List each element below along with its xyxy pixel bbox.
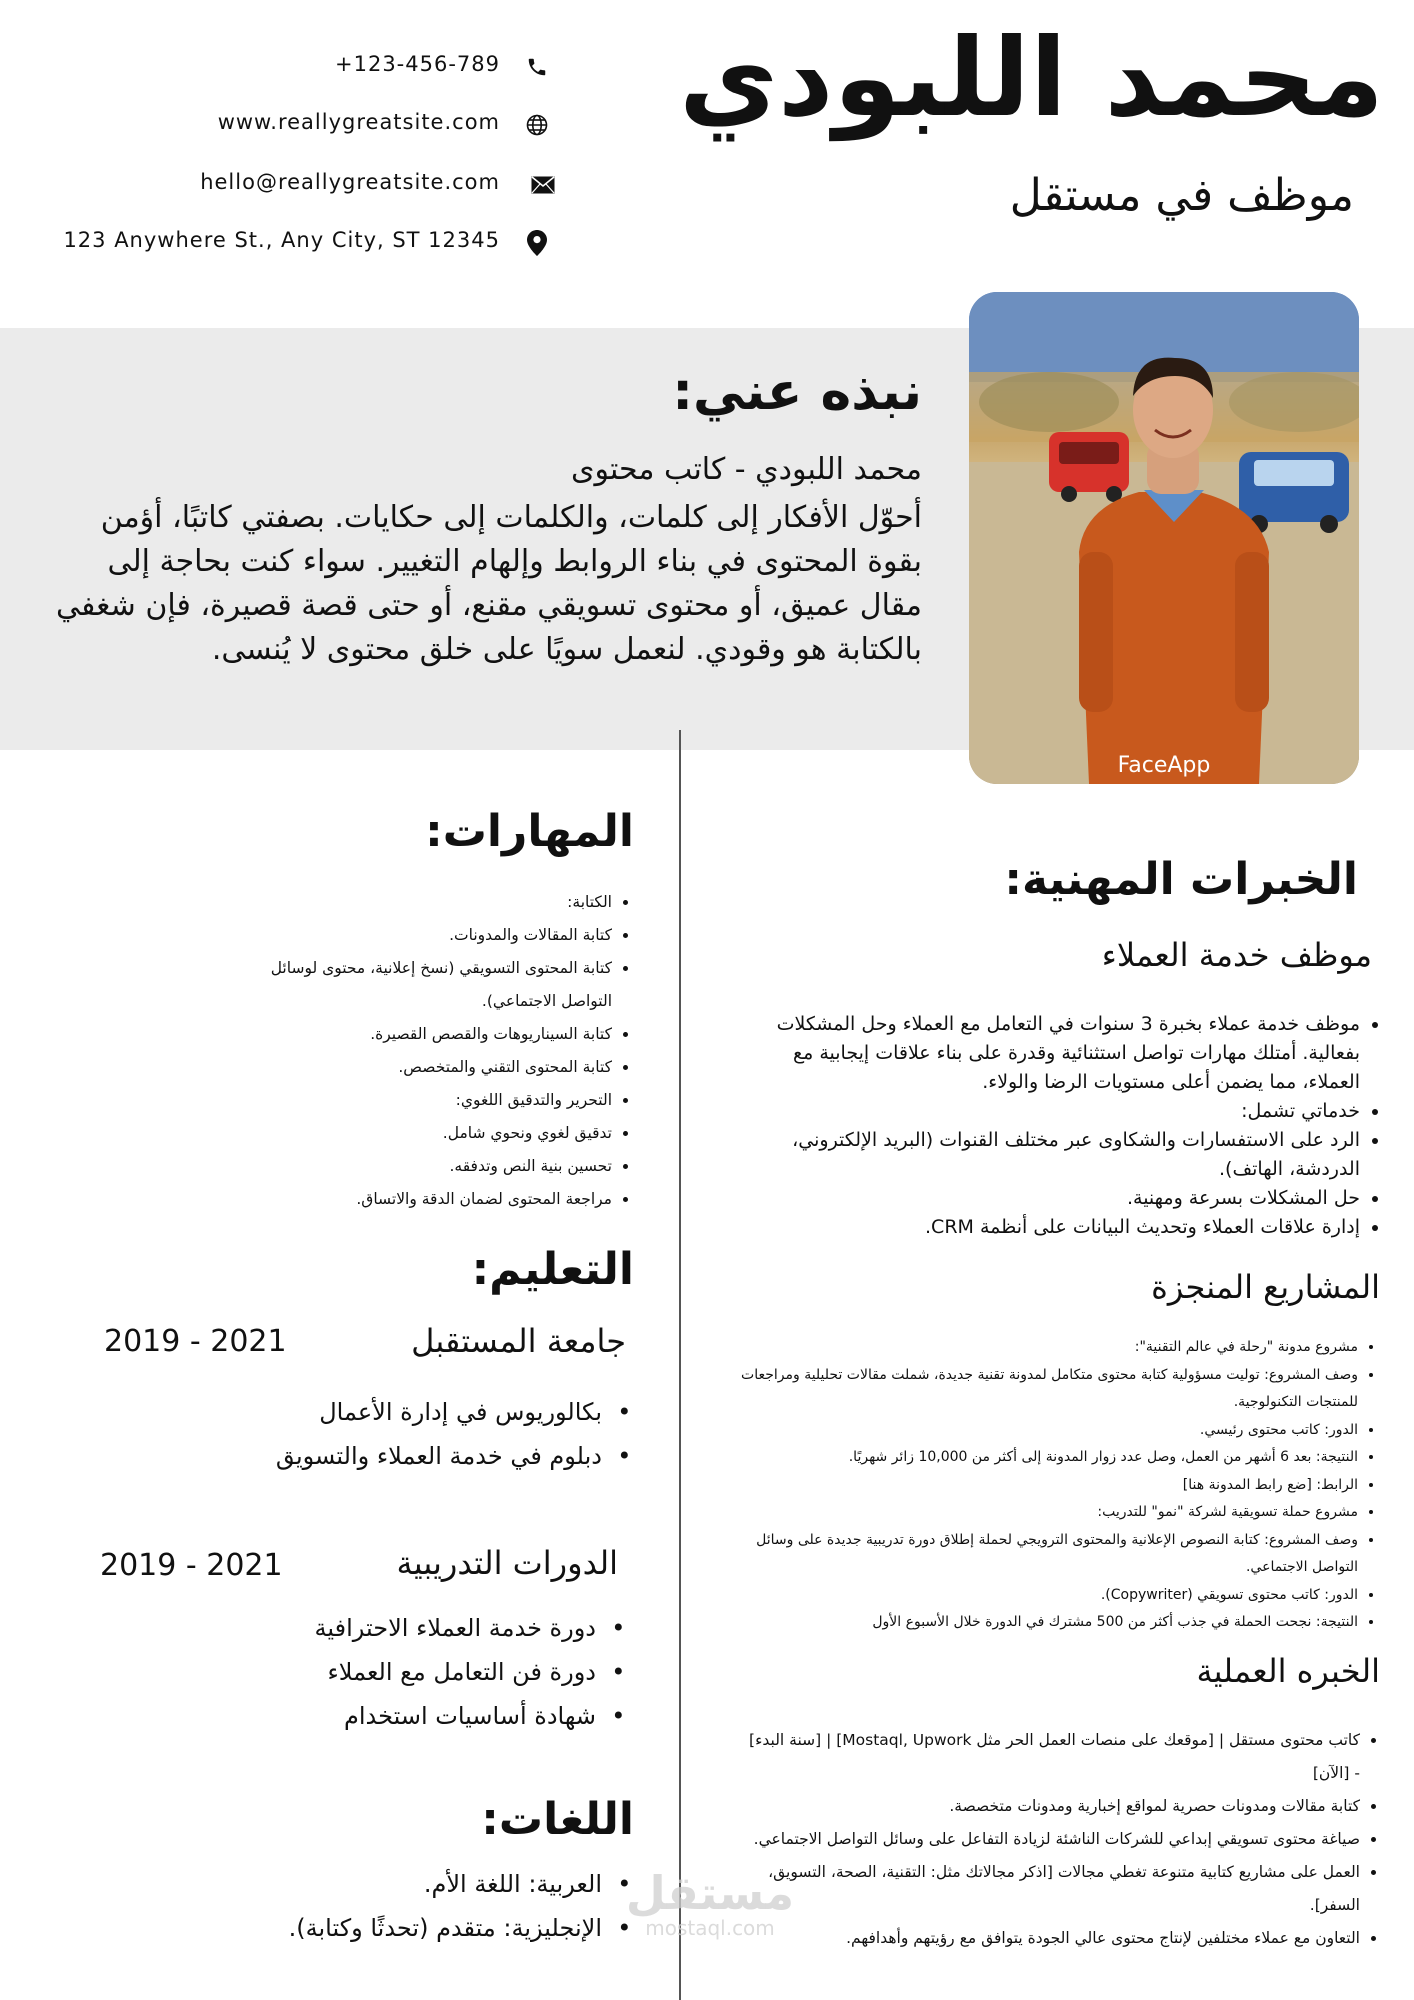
skill-item: • الكتابة: [252,886,612,919]
about-subtitle: محمد اللبودي - كاتب محتوى [571,452,922,487]
experience-item: • خدماتي تشمل: [750,1097,1360,1126]
project-item: • مشروع حملة تسويقية لشركة "نمو" للتدريب: [718,1499,1358,1527]
language-item: • العربية: اللغة الأم. [42,1862,602,1906]
phone-text: +123-456-789 [335,52,500,76]
address-text: 123 Anywhere St., Any City, ST 12345 [63,228,500,252]
skill-item: • التحرير والتدقيق اللغوي: [252,1084,612,1117]
email-text: hello@reallygreatsite.com [200,170,500,194]
work-heading: الخبره العملية [1196,1652,1380,1690]
experience-list [750,1010,1382,1242]
location-pin-icon [522,228,552,258]
education-heading: التعليم: [471,1244,634,1295]
contact-phone-row [0,52,552,84]
project-item: • وصف المشروع: كتابة النصوص الإعلانية والمحتوى الترويجي لحملة إطلاق دورة تدريبية جديدة على وسائل التواصل الاجتماعي. [718,1527,1358,1582]
work-item: • كاتب محتوى مستقل | [موقعك على منصات العمل الحر مثل Mostaql, Upwork] | [سنة البدء] - [الآن] [740,1724,1360,1790]
skill-item: • مراجعة المحتوى لضمان الدقة والاتساق. [252,1183,612,1216]
profile-photo-illustration [969,292,1359,784]
education-item: • بكالوريوس في إدارة الأعمال [42,1390,602,1434]
language-item: • الإنجليزية: متقدم (تحدثًا وكتابة). [42,1906,602,1950]
experience-item: • الرد على الاستفسارات والشكاوى عبر مختلف القنوات (البريد الإلكتروني، الدردشة، الهاتف). [750,1126,1360,1184]
languages-heading: اللغات: [481,1794,634,1845]
experience-item: • حل المشكلات بسرعة ومهنية. [750,1184,1360,1213]
watermark-latin: mostaql.com [645,1916,775,1940]
project-item: • الرابط: [ضع رابط المدونة هنا] [718,1472,1358,1500]
job-title: موظف في مستقل [1009,170,1354,221]
skill-item: • تحسين بنية النص وتدفقه. [252,1150,612,1183]
project-item: • النتيجة: نجحت الحملة في جذب أكثر من 500 مشترك في الدورة خلال الأسبوع الأول [718,1609,1358,1637]
project-item: • النتيجة: بعد 6 أشهر من العمل، وصل عدد زوار المدونة إلى أكثر من 10,000 زائر شهريًا. [718,1444,1358,1472]
contact-website-row [0,110,552,142]
courses-years: 2019 - 2021 [100,1548,283,1583]
project-item: • مشروع مدونة "رحلة في عالم التقنية": [718,1334,1358,1362]
languages-list [42,1862,624,1950]
projects-heading: المشاريع المنجزة [1151,1268,1380,1306]
skill-item: • كتابة المقالات والمدونات. [252,919,612,952]
website-text: www.reallygreatsite.com [217,110,500,134]
mostaql-watermark [620,1866,800,1940]
course-item: • دورة فن التعامل مع العملاء [36,1650,596,1694]
education-years: 2019 - 2021 [104,1324,287,1359]
project-item: • الدور: كاتب محتوى تسويقي (Copywriter). [718,1582,1358,1610]
person-name: محمد اللبودي [679,16,1384,141]
projects-list [718,1334,1380,1637]
work-list [740,1724,1382,1955]
contact-address-row [0,228,552,260]
skills-list [252,886,634,1216]
project-item: • وصف المشروع: توليت مسؤولية كتابة محتوى متكامل لمدونة تقنية جديدة، شملت مقالات تحليلية ومراجعات للمنتجات التكنولوجية. [718,1362,1358,1417]
about-text: أحوّل الأفكار إلى كلمات، والكلمات إلى حكايات. بصفتي كاتبًا، أؤمن بقوة المحتوى في بناء الروابط وإلهام التغيير. سواء كنت بحاجة إلى مقال عميق، أو محتوى تسويقي مقنع، أو حتى قصة قصيرة، فإن شغفي بالكتابة هو وقودي. لنعمل سويًا على خلق محتوى لا يُنسى. [56,500,922,667]
globe-icon [522,110,552,140]
education-item: • دبلوم في خدمة العملاء والتسويق [42,1434,602,1478]
work-item: • صياغة محتوى تسويقي إبداعي للشركات الناشئة لزيادة التفاعل على وسائل التواصل الاجتماعي. [740,1823,1360,1856]
skill-item: • تدقيق لغوي ونحوي شامل. [252,1117,612,1150]
experience-heading: الخبرات المهنية: [1004,854,1358,905]
mail-icon [528,170,558,200]
skill-item: • كتابة السيناريوهات والقصص القصيرة. [252,1018,612,1051]
course-item: • شهادة أساسيات استخدام [36,1694,596,1738]
experience-item: • إدارة علاقات العملاء وتحديث البيانات على أنظمة CRM. [750,1213,1360,1242]
skill-item: • كتابة المحتوى التسويقي (نسخ إعلانية، محتوى لوسائل التواصل الاجتماعي). [252,952,612,1018]
course-item: • دورة خدمة العملاء الاحترافية [36,1606,596,1650]
education-list [42,1390,624,1478]
phone-icon [522,52,552,82]
faceapp-watermark: FaceApp [1117,753,1211,778]
work-item: • العمل على مشاريع كتابية متنوعة تغطي مجالات [اذكر مجالاتك مثل: التقنية، الصحة، التسويق، السفر]. [740,1856,1360,1922]
work-item: • كتابة مقالات ومدونات حصرية لمواقع إخبارية ومدونات متخصصة. [740,1790,1360,1823]
column-divider [679,730,681,2000]
project-item: • الدور: كاتب محتوى رئيسي. [718,1417,1358,1445]
education-university: جامعة المستقبل [411,1322,626,1360]
work-item: • التعاون مع عملاء مختلفين لإنتاج محتوى عالي الجودة يتوافق مع رؤيتهم وأهدافهم. [740,1922,1360,1955]
experience-item: • موظف خدمة عملاء بخبرة 3 سنوات في التعامل مع العملاء وحل المشكلات بفعالية. أمتلك مهارات تواصل استثنائية وقدرة على بناء علاقات إيجابية مع العملاء، مما يضمن أعلى مستويات الرضا والولاء. [750,1010,1360,1097]
about-heading: نبذه عني: [672,362,922,422]
watermark-arabic: مستقل [625,1866,795,1920]
courses-heading: الدورات التدريبية [396,1544,618,1582]
courses-list [36,1606,618,1738]
profile-photo [969,292,1359,784]
contact-email-row [0,170,558,202]
experience-role: موظف خدمة العملاء [1101,936,1372,974]
skill-item: • كتابة المحتوى التقني والمتخصص. [252,1051,612,1084]
skills-heading: المهارات: [425,806,634,857]
